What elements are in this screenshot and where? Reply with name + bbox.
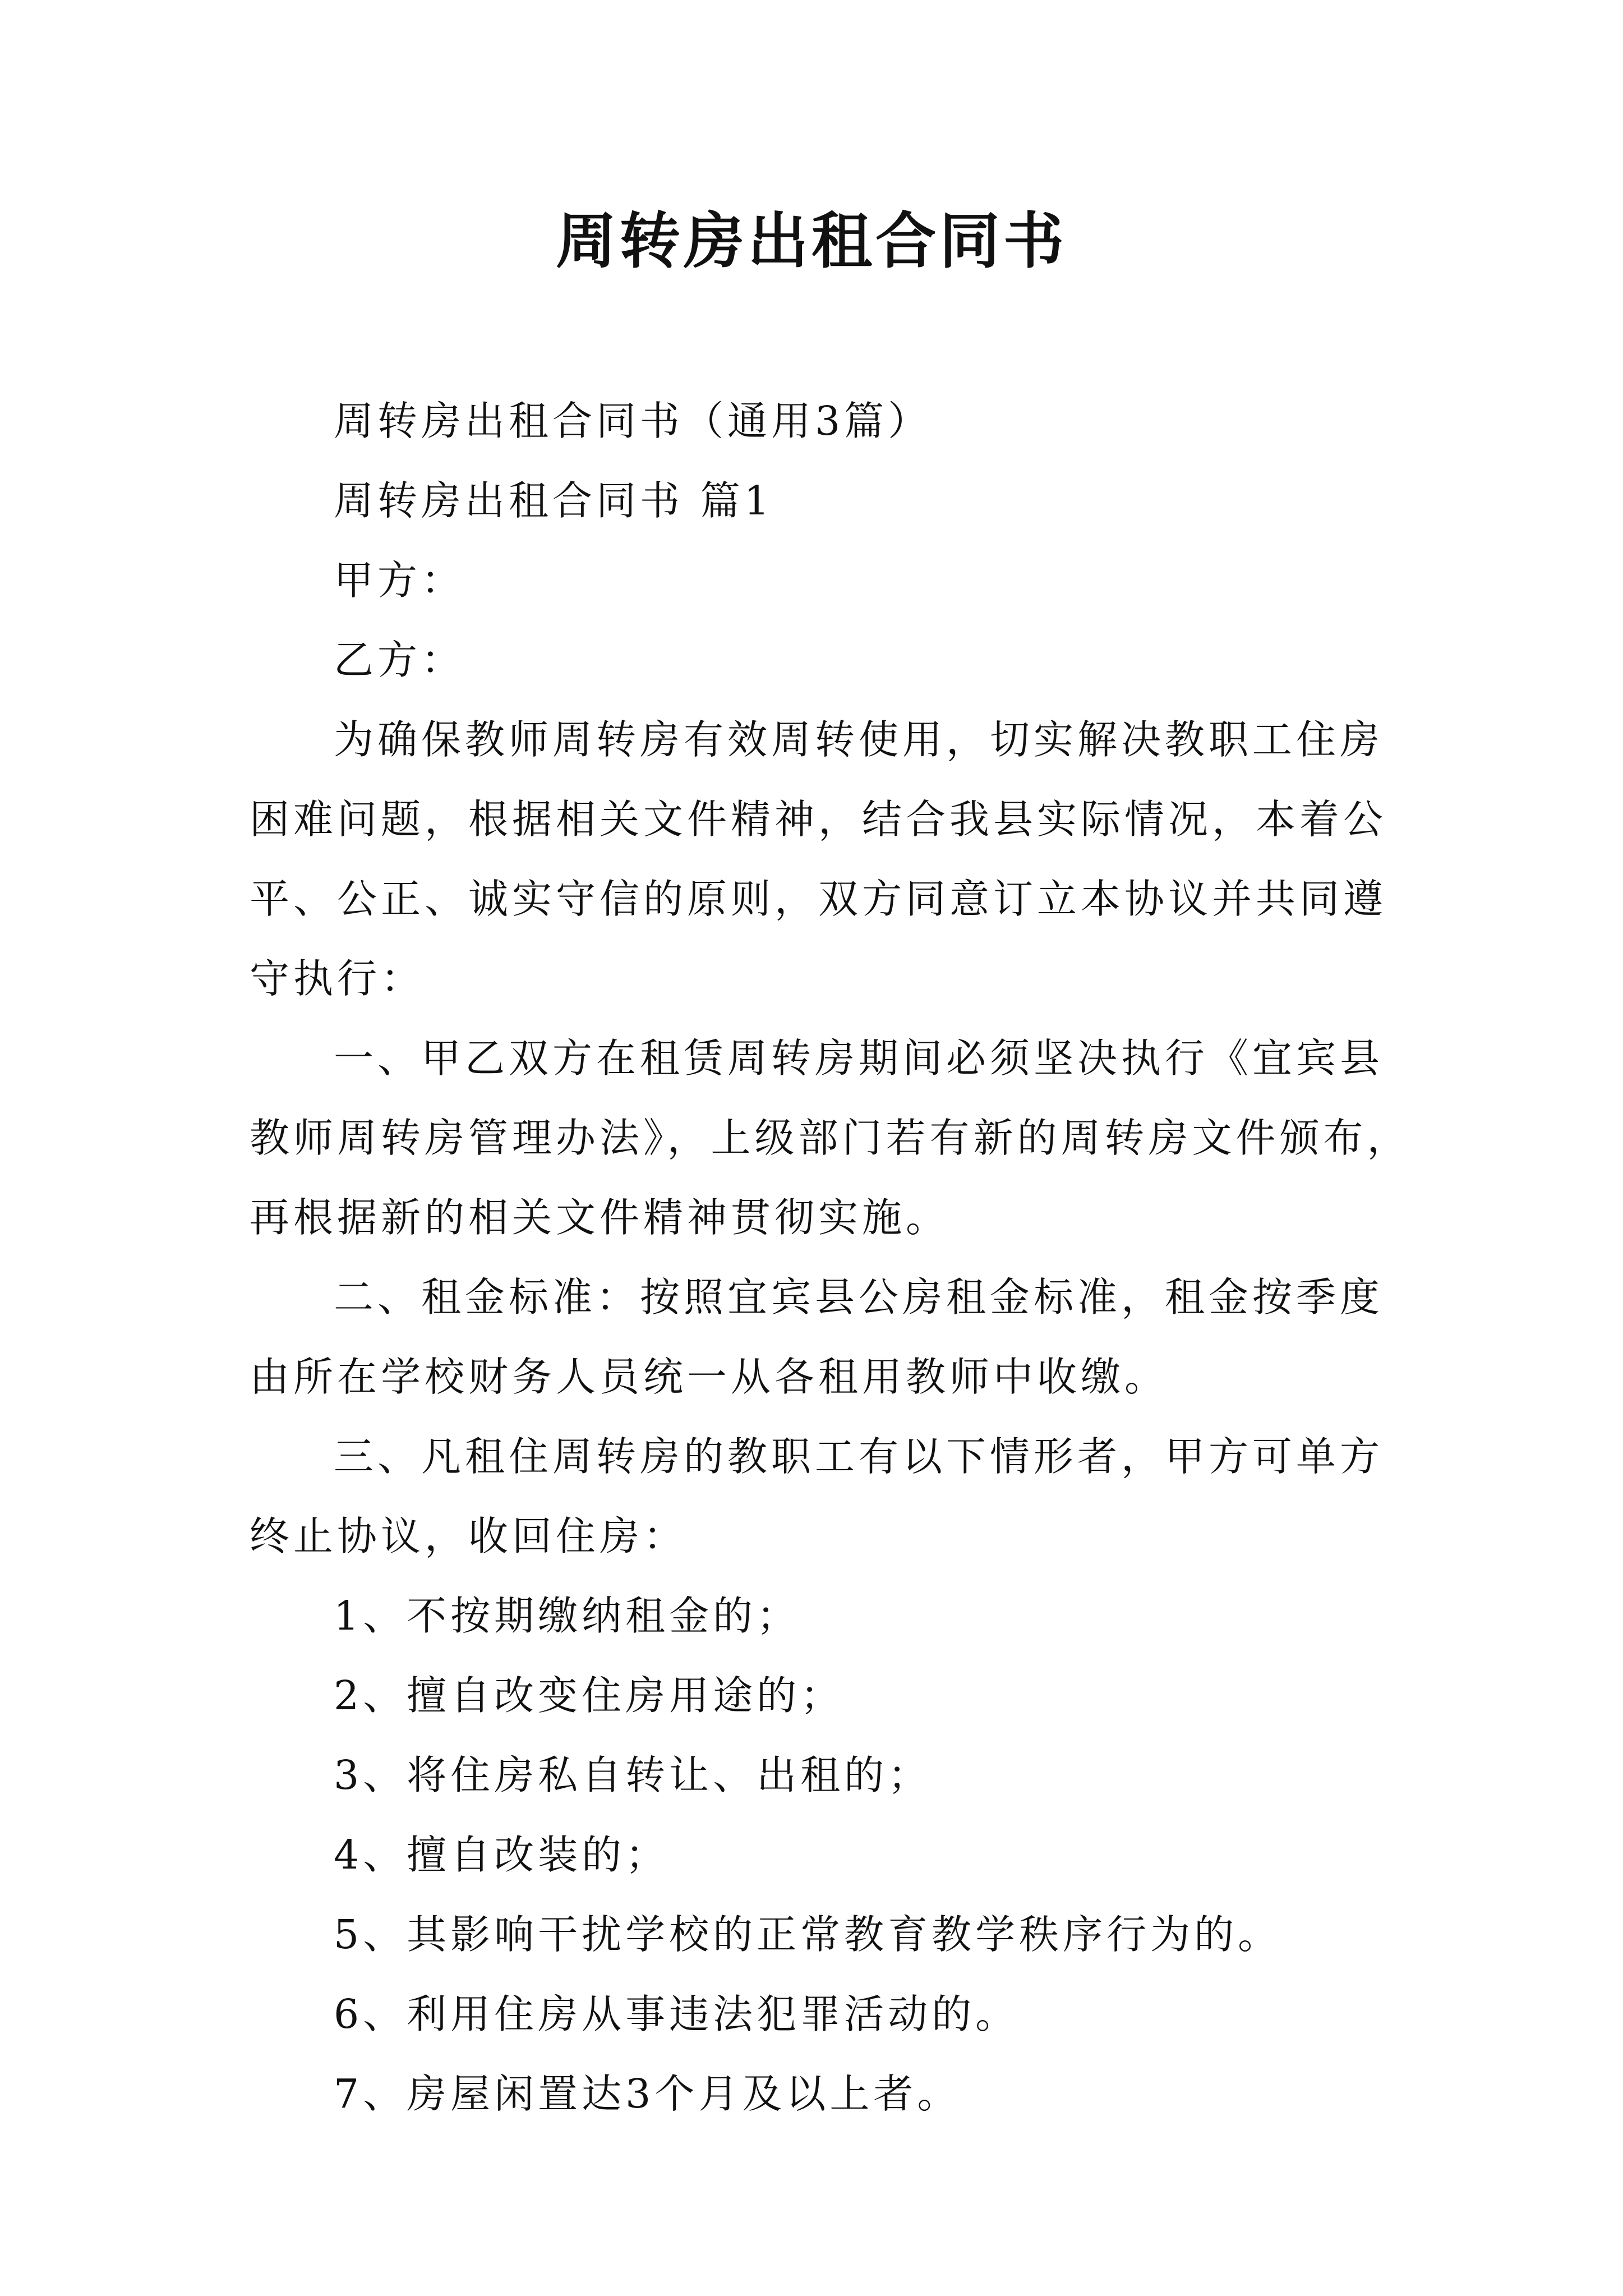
clause-1-line: 教师周转房管理办法》，上级部门若有新的周转房文件颁布， xyxy=(250,1115,1411,1161)
clause-3-line: 终止协议，收回住房： xyxy=(250,1513,688,1559)
clause-2-line: 二、租金标准：按照宜宾县公房租金标准，租金按季度 xyxy=(334,1274,1384,1320)
clause-1-line: 再根据新的相关文件精神贯彻实施。 xyxy=(250,1194,950,1241)
clause-3-line: 三、凡租住周转房的教职工有以下情形者，甲方可单方 xyxy=(334,1433,1384,1480)
clause-1-line: 一、甲乙双方在租赁周转房期间必须坚决执行《宜宾县 xyxy=(334,1035,1384,1082)
list-item: 2、擅自改变住房用途的； xyxy=(334,1672,845,1719)
list-item: 5、其影响干扰学校的正常教育教学秩序行为的。 xyxy=(334,1911,1282,1958)
list-item: 4、擅自改装的； xyxy=(334,1832,670,1878)
intro-line: 困难问题，根据相关文件精神，结合我县实际情况，本着公 xyxy=(250,796,1387,843)
intro-line: 为确保教师周转房有效周转使用，切实解决教职工住房 xyxy=(334,716,1384,763)
document-title: 周转房出租合同书 xyxy=(555,206,1067,277)
intro-line: 平、公正、诚实守信的原则，双方同意订立本协议并共同遵 xyxy=(250,876,1387,922)
section-heading: 周转房出租合同书 篇1 xyxy=(334,477,773,524)
list-item: 3、将住房私自转让、出租的； xyxy=(334,1752,932,1798)
list-item: 6、利用住房从事违法犯罪活动的。 xyxy=(334,1991,1020,2037)
document-body xyxy=(250,381,1411,2134)
clause-2-line: 由所在学校财务人员统一从各租用教师中收缴。 xyxy=(250,1354,1169,1400)
list-item: 1、不按期缴纳租金的； xyxy=(334,1593,801,1639)
list-item: 7、房屋闲置达3个月及以上者。 xyxy=(334,2070,961,2117)
party-b-label: 乙方： xyxy=(334,637,465,683)
intro-line: 守执行： xyxy=(250,955,425,1002)
party-a-label: 甲方： xyxy=(334,557,465,604)
document-subtitle: 周转房出租合同书（通用3篇） xyxy=(334,398,932,444)
